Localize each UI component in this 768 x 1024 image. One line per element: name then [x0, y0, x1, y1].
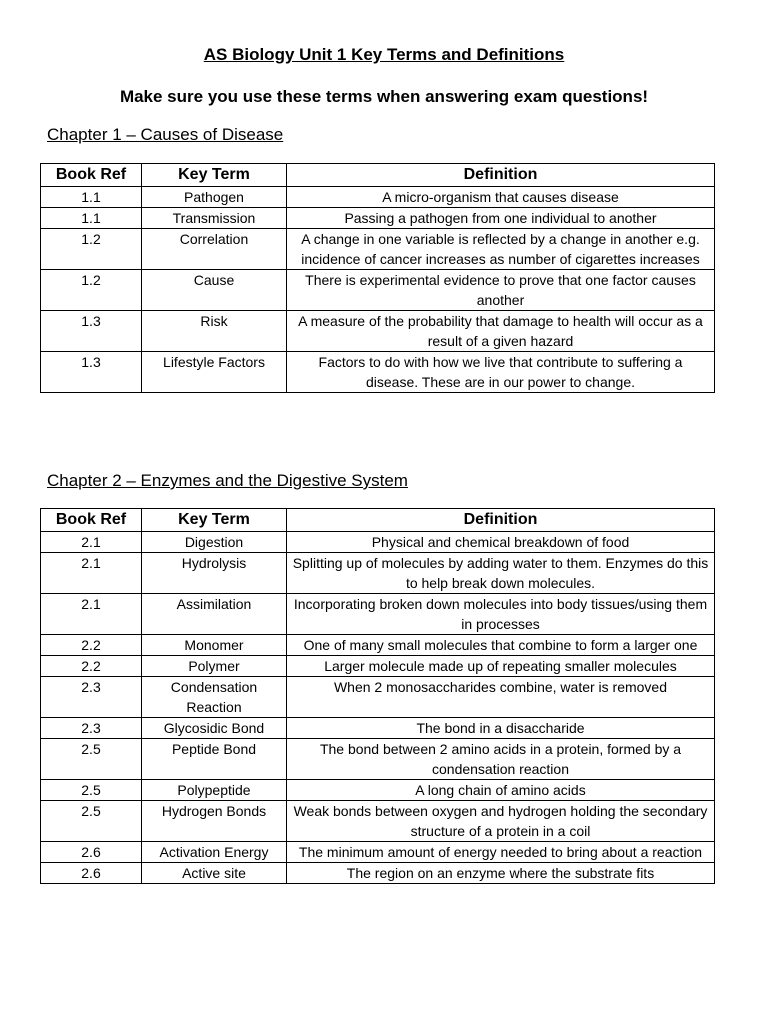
- table-row: [41, 718, 715, 739]
- key-term-cell: Glycosidic Bond: [142, 718, 287, 739]
- table-row: [41, 677, 715, 718]
- book-ref-cell: 1.1: [41, 187, 142, 208]
- key-term-cell: Risk: [142, 311, 287, 352]
- key-term-cell: Monomer: [142, 635, 287, 656]
- table-row: [41, 635, 715, 656]
- book-ref-cell: 2.5: [41, 739, 142, 780]
- book-ref-cell: 1.3: [41, 352, 142, 393]
- key-term-cell: Peptide Bond: [142, 739, 287, 780]
- document-title: AS Biology Unit 1 Key Terms and Definitions: [203, 45, 565, 64]
- chapter-2-heading: Chapter 2 – Enzymes and the Digestive System: [47, 471, 408, 490]
- book-ref-cell: 2.6: [41, 863, 142, 884]
- document-subtitle: Make sure you use these terms when answering exam questions!: [119, 87, 649, 106]
- table-row: [41, 656, 715, 677]
- definition-cell: A change in one variable is reflected by a change in another e.g. incidence of cancer increases as number of cigarettes increases: [287, 229, 715, 270]
- table-row: [41, 352, 715, 393]
- definition-cell: When 2 monosaccharides combine, water is removed: [287, 677, 715, 718]
- definition-cell: A micro-organism that causes disease: [287, 187, 715, 208]
- definition-cell: Physical and chemical breakdown of food: [287, 532, 715, 553]
- book-ref-cell: 2.1: [41, 594, 142, 635]
- key-term-cell: Digestion: [142, 532, 287, 553]
- table-row: [41, 780, 715, 801]
- key-term-cell: Polymer: [142, 656, 287, 677]
- column-header-key-term: Key Term: [142, 164, 287, 187]
- column-header-book-ref: Book Ref: [41, 509, 142, 532]
- chapter-1-rows: [41, 187, 715, 393]
- table-row: [41, 270, 715, 311]
- key-term-cell: Hydrogen Bonds: [142, 801, 287, 842]
- definition-cell: A measure of the probability that damage to health will occur as a result of a given hazard: [287, 311, 715, 352]
- book-ref-cell: 2.1: [41, 553, 142, 594]
- chapter-1-heading: Chapter 1 – Causes of Disease: [47, 125, 284, 144]
- book-ref-cell: 2.1: [41, 532, 142, 553]
- key-term-cell: Hydrolysis: [142, 553, 287, 594]
- book-ref-cell: 2.2: [41, 656, 142, 677]
- key-term-cell: Activation Energy: [142, 842, 287, 863]
- definition-cell: Weak bonds between oxygen and hydrogen holding the secondary structure of a protein in a coil: [287, 801, 715, 842]
- key-term-cell: Polypeptide: [142, 780, 287, 801]
- book-ref-cell: 1.3: [41, 311, 142, 352]
- definition-cell: The bond in a disaccharide: [287, 718, 715, 739]
- chapter-2-table: [40, 508, 715, 884]
- book-ref-cell: 1.2: [41, 270, 142, 311]
- book-ref-cell: 1.2: [41, 229, 142, 270]
- definition-cell: A long chain of amino acids: [287, 780, 715, 801]
- key-term-cell: Lifestyle Factors: [142, 352, 287, 393]
- table-row: [41, 532, 715, 553]
- book-ref-cell: 2.3: [41, 718, 142, 739]
- table-row: [41, 801, 715, 842]
- table-row: [41, 187, 715, 208]
- column-header-definition: Definition: [287, 164, 715, 187]
- definition-cell: Incorporating broken down molecules into body tissues/using them in processes: [287, 594, 715, 635]
- definition-cell: The minimum amount of energy needed to bring about a reaction: [287, 842, 715, 863]
- table-row: [41, 842, 715, 863]
- table-row: [41, 739, 715, 780]
- table-row: [41, 208, 715, 229]
- column-header-definition: Definition: [287, 509, 715, 532]
- key-term-cell: Correlation: [142, 229, 287, 270]
- key-term-cell: Active site: [142, 863, 287, 884]
- book-ref-cell: 2.2: [41, 635, 142, 656]
- definition-cell: There is experimental evidence to prove that one factor causes another: [287, 270, 715, 311]
- book-ref-cell: 1.1: [41, 208, 142, 229]
- definition-cell: Passing a pathogen from one individual to another: [287, 208, 715, 229]
- key-term-cell: Pathogen: [142, 187, 287, 208]
- table-row: [41, 553, 715, 594]
- chapter-1-table: [40, 163, 715, 393]
- table-header-row: [41, 164, 715, 187]
- definition-cell: The bond between 2 amino acids in a protein, formed by a condensation reaction: [287, 739, 715, 780]
- book-ref-cell: 2.6: [41, 842, 142, 863]
- definition-cell: One of many small molecules that combine to form a larger one: [287, 635, 715, 656]
- key-term-cell: Assimilation: [142, 594, 287, 635]
- table-row: [41, 594, 715, 635]
- key-term-cell: Cause: [142, 270, 287, 311]
- definition-cell: The region on an enzyme where the substrate fits: [287, 863, 715, 884]
- key-term-cell: Condensation Reaction: [142, 677, 287, 718]
- column-header-key-term: Key Term: [142, 509, 287, 532]
- definition-cell: Factors to do with how we live that contribute to suffering a disease. These are in our power to change.: [287, 352, 715, 393]
- column-header-book-ref: Book Ref: [41, 164, 142, 187]
- table-row: [41, 863, 715, 884]
- book-ref-cell: 2.5: [41, 780, 142, 801]
- table-row: [41, 229, 715, 270]
- chapter-2-rows: [41, 532, 715, 884]
- definition-cell: Splitting up of molecules by adding water to them. Enzymes do this to help break down molecules.: [287, 553, 715, 594]
- book-ref-cell: 2.3: [41, 677, 142, 718]
- table-row: [41, 311, 715, 352]
- definition-cell: Larger molecule made up of repeating smaller molecules: [287, 656, 715, 677]
- key-term-cell: Transmission: [142, 208, 287, 229]
- table-header-row: [41, 509, 715, 532]
- book-ref-cell: 2.5: [41, 801, 142, 842]
